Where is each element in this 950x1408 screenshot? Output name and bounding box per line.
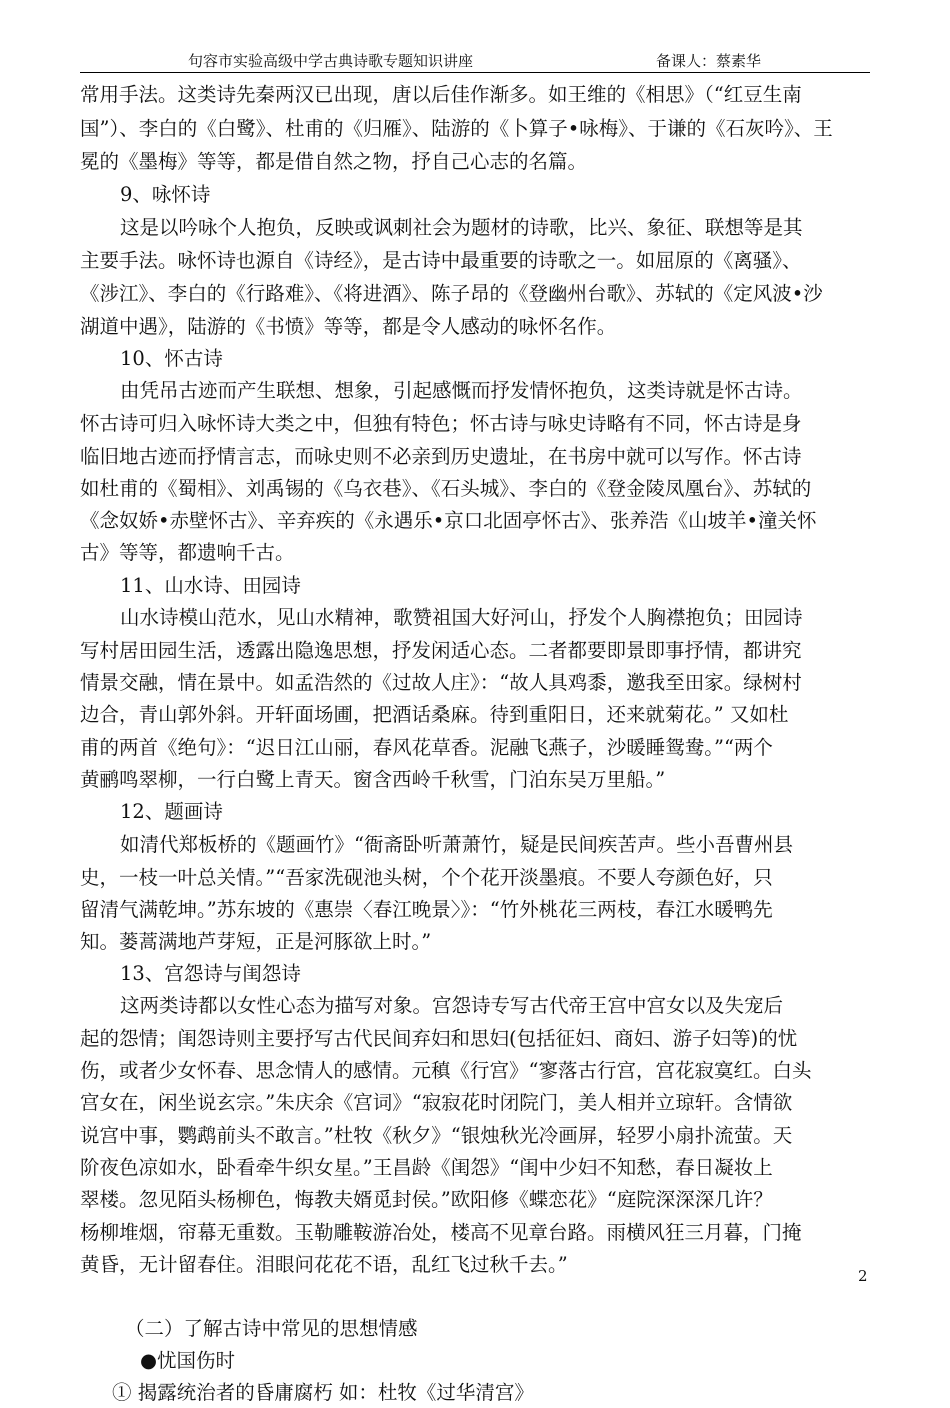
header-title: 句容市实验高级中学古典诗歌专题知识讲座 [188, 52, 474, 70]
text-line: 如杜甫的《蜀相》、刘禹锡的《乌衣巷》、《石头城》、李白的《登金陵凤凰台》、苏轼的 [80, 477, 812, 500]
text-line: 冕的《墨梅》等等，都是借自然之物，抒自己心志的名篇。 [80, 150, 588, 173]
section-heading: 11、山水诗、田园诗 [120, 574, 301, 597]
text-line: 《涉江》、李白的《行路难》、《将进酒》、陈子昂的《登幽州台歌》、苏轼的《定风波•沙 [80, 282, 823, 305]
text-line: 黄昏，无计留春住。泪眼问花花不语，乱红飞过秋千去。” [80, 1253, 568, 1276]
bullet-item: ●忧国伤时 [140, 1349, 236, 1372]
text-line: 阶夜色凉如水，卧看牵牛织女星。”王昌龄《闺怨》“闺中少妇不知愁，春日凝妆上 [80, 1156, 773, 1179]
page-number: 2 [858, 1267, 868, 1285]
text-line: 山水诗模山范水，见山水精神，歌赞祖国大好河山，抒发个人胸襟抱负；田园诗 [120, 606, 803, 629]
text-line: 宫女在，闲坐说玄宗。”朱庆余《宫词》“寂寂花时闭院门，美人相并立琼轩。含情欲 [80, 1091, 793, 1114]
section-heading: 13、宫怨诗与闺怨诗 [120, 962, 301, 985]
text-line: 情景交融，情在景中。如孟浩然的《过故人庄》：“故人具鸡黍，邀我至田家。绿树村 [80, 671, 802, 694]
text-line: 边合，青山郭外斜。开轩面场圃，把酒话桑麻。待到重阳日，还来就菊花。” 又如杜 [80, 703, 789, 726]
numbered-item: ① 揭露统治者的昏庸腐朽 如：杜牧《过华清宫》 [112, 1381, 534, 1404]
text-line: 如清代郑板桥的《题画竹》“衙斋卧听萧萧竹，疑是民间疾苦声。些小吾曹州县 [120, 833, 793, 856]
text-line: 《念奴娇•赤壁怀古》、辛弃疾的《永遇乐•京口北固亭怀古》、张养浩《山坡羊•潼关怀 [80, 509, 817, 532]
section-heading: （二）了解古诗中常见的思想情感 [125, 1317, 418, 1340]
section-heading: 9、咏怀诗 [120, 183, 211, 206]
page-header [80, 50, 870, 73]
text-line: 写村居田园生活，透露出隐逸思想，抒发闲适心态。二者都要即景即事抒情，都讲究 [80, 639, 802, 662]
text-line: 起的怨情；闺怨诗则主要抒写古代民间弃妇和思妇(包括征妇、商妇、游子妇等)的忧 [80, 1027, 798, 1050]
text-line: 黄鹂鸣翠柳，一行白鹭上青天。窗含西岭千秋雪，门泊东吴万里船。” [80, 768, 666, 791]
text-line: 怀古诗可归入咏怀诗大类之中，但独有特色；怀古诗与咏史诗略有不同，怀古诗是身 [80, 412, 802, 435]
text-line: 杨柳堆烟，帘幕无重数。玉勒雕鞍游冶处，楼高不见章台路。雨横风狂三月暮，门掩 [80, 1221, 802, 1244]
text-line: 临旧地古迹而抒情言志，而咏史则不必亲到历史遗址，在书房中就可以写作。怀古诗 [80, 445, 802, 468]
text-line: 这两类诗都以女性心态为描写对象。宫怨诗专写古代帝王宫中宫女以及失宠后 [120, 994, 784, 1017]
text-line: 伤，或者少女怀春、思念情人的感情。元稹《行宫》“寥落古行宫，宫花寂寞红。白头 [80, 1059, 812, 1082]
text-line: 留清气满乾坤。”苏东坡的《惠崇〈春江晚景〉》：“竹外桃花三两枝，春江水暖鸭先 [80, 898, 773, 921]
section-heading: 12、题画诗 [120, 800, 223, 823]
text-line: 常用手法。这类诗先秦两汉已出现，唐以后佳作渐多。如王维的《相思》（“红豆生南 [80, 83, 802, 106]
text-line: 知。蒌蒿满地芦芽短，正是河豚欲上时。” [80, 930, 432, 953]
text-line: 湖道中遇》，陆游的《书愤》等等，都是令人感动的咏怀名作。 [80, 315, 617, 338]
header-author: 备课人：蔡素华 [656, 52, 762, 70]
text-line: 翠楼。忽见陌头杨柳色，悔教夫婿觅封侯。”欧阳修《蝶恋花》“庭院深深深几许？ [80, 1188, 773, 1211]
text-line: 史，一枝一叶总关情。”“吾家洗砚池头树，个个花开淡墨痕。不要人夸颜色好，只 [80, 866, 773, 889]
text-line: 甫的两首《绝句》：“迟日江山丽，春风花草香。泥融飞燕子，沙暖睡鸳鸯。”“两个 [80, 736, 773, 759]
text-line: 国”）、李白的《白鹭》、杜甫的《归雁》、陆游的《卜算子•咏梅》、于谦的《石灰吟》、王 [80, 117, 833, 140]
text-line: 说宫中事，鹦鹉前头不敢言。”杜牧《秋夕》“银烛秋光冷画屏，轻罗小扇扑流萤。天 [80, 1124, 793, 1147]
text-line: 主要手法。咏怀诗也源自《诗经》，是古诗中最重要的诗歌之一。如屈原的《离骚》、 [80, 249, 802, 272]
text-line: 古》等等，都遗响千古。 [80, 541, 295, 564]
text-line: 这是以吟咏个人抱负，反映或讽刺社会为题材的诗歌，比兴、象征、联想等是其 [120, 216, 803, 239]
section-heading: 10、怀古诗 [120, 347, 223, 370]
text-line: 由凭吊古迹而产生联想、想象，引起感慨而抒发情怀抱负，这类诗就是怀古诗。 [120, 379, 803, 402]
